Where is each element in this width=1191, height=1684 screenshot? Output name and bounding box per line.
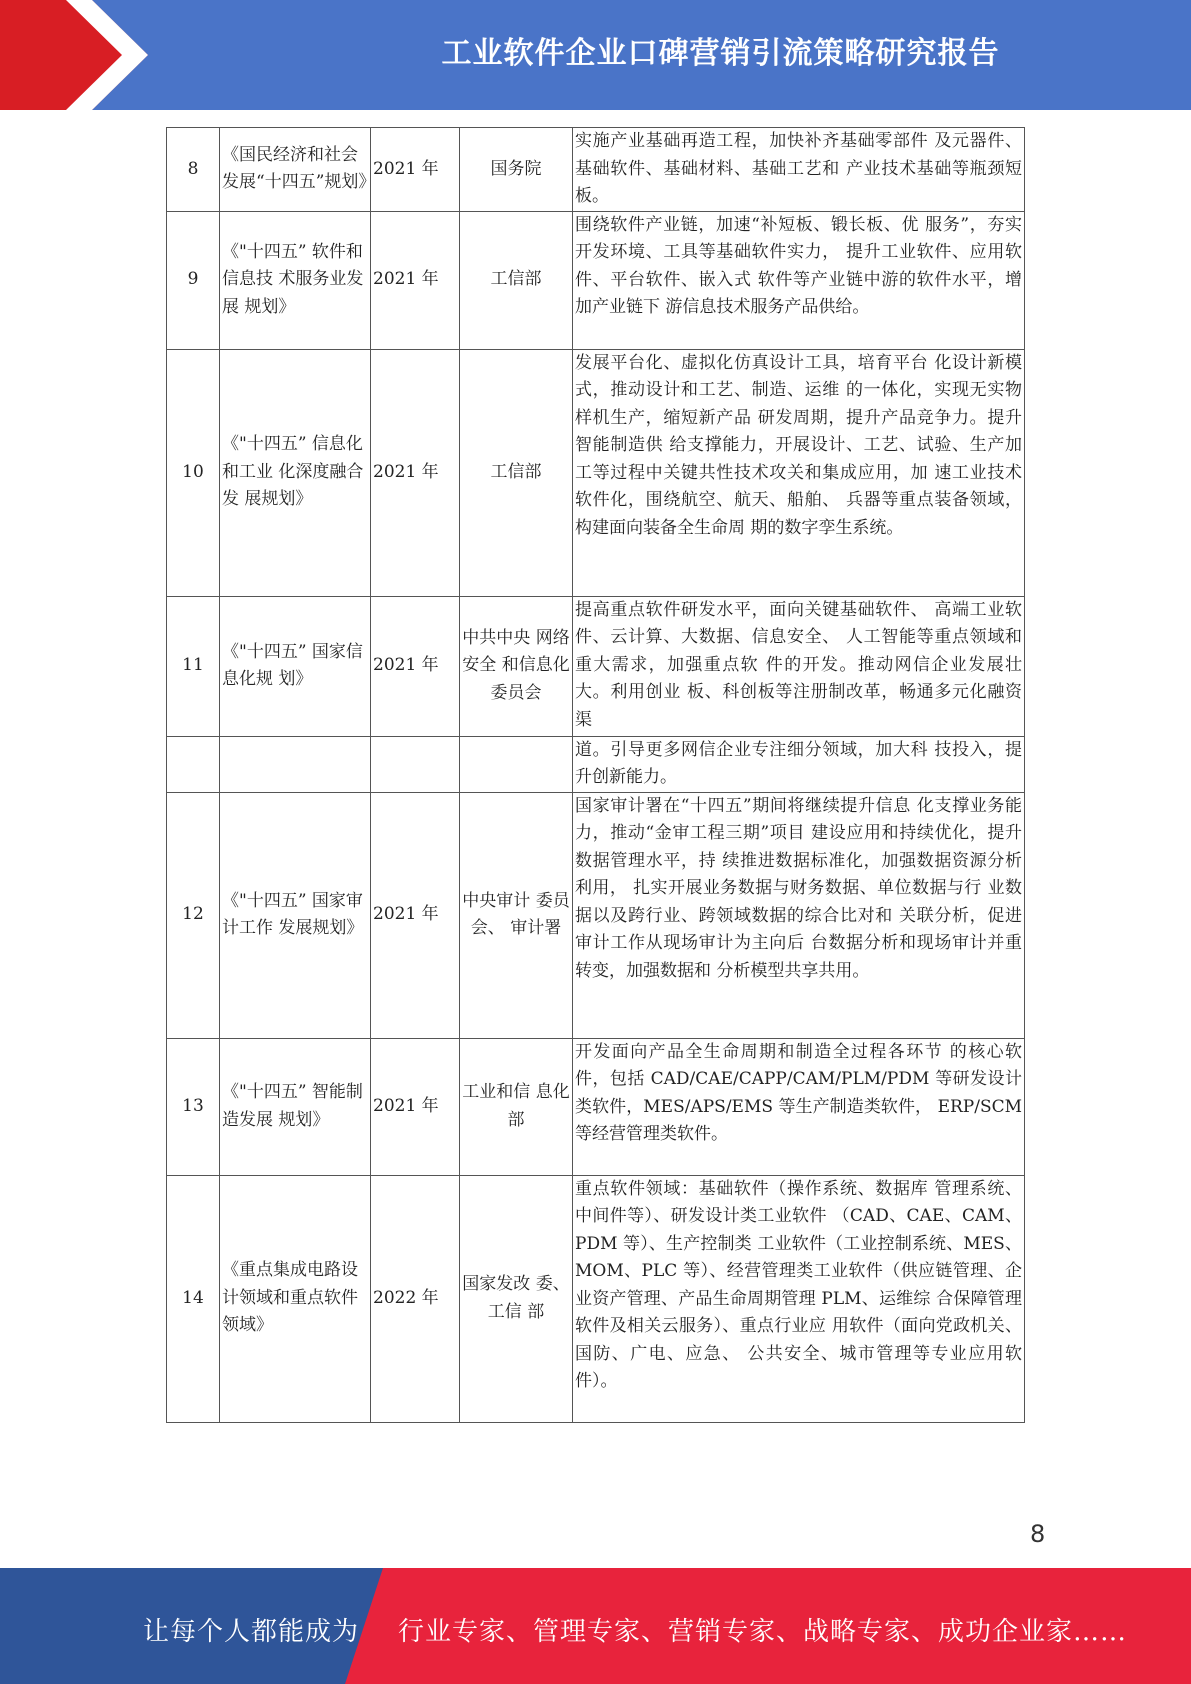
policy-content: 实施产业基础再造工程，加快补齐基础零部件 及元器件、基础软件、基础材料、基础工艺和 产业技术基础等瓶颈短板。 <box>573 128 1025 212</box>
policy-issuer: 工业和信 息化部 <box>460 1038 573 1175</box>
table-row <box>167 736 1025 792</box>
table-row <box>167 1175 1025 1422</box>
row-number: 10 <box>167 349 220 596</box>
policy-year <box>371 736 460 792</box>
table-row <box>167 211 1025 349</box>
policy-year: 2021 年 <box>371 792 460 1038</box>
policy-issuer: 国务院 <box>460 128 573 212</box>
policy-year: 2021 年 <box>371 596 460 736</box>
row-number: 13 <box>167 1038 220 1175</box>
policy-content: 道。引导更多网信企业专注细分领域，加大科 技投入，提升创新能力。 <box>573 736 1025 792</box>
policy-issuer: 工信部 <box>460 211 573 349</box>
policy-issuer <box>460 736 573 792</box>
footer-slogan-left: 让每个人都能成为 <box>143 1617 360 1647</box>
policy-name <box>220 736 371 792</box>
policy-year: 2022 年 <box>371 1175 460 1422</box>
row-number: 11 <box>167 596 220 736</box>
footer-slogan-right: 行业专家、管理专家、营销专家、战略专家、成功企业家…… <box>398 1617 1128 1647</box>
page-number: 8 <box>1030 1520 1046 1548</box>
policy-year: 2021 年 <box>371 1038 460 1175</box>
table-row <box>167 596 1025 736</box>
policy-name: 《国民经济和社会发展“十四五”规划》 <box>220 128 371 212</box>
policy-year: 2021 年 <box>371 349 460 596</box>
policy-year: 2021 年 <box>371 128 460 212</box>
policy-content: 提高重点软件研发水平，面向关键基础软件、 高端工业软件、云计算、大数据、信息安全、 人工智能等重点领域和重大需求，加强重点软 件的开发。推动网信企业发展壮大。利用创业 板、科创板等注册制改革，畅通多元化融资渠 <box>573 596 1025 736</box>
row-number: 12 <box>167 792 220 1038</box>
policy-name: 《"十四五” 国家信息化规 划》 <box>220 596 371 736</box>
policy-content: 围绕软件产业链，加速“补短板、锻长板、优 服务”，夯实开发环境、工具等基础软件实力， 提升工业软件、应用软件、平台软件、嵌入式 软件等产业链中游的软件水平，增加产业链下 游信息技术服务产品供给。 <box>573 211 1025 349</box>
row-number: 14 <box>167 1175 220 1422</box>
row-number: 8 <box>167 128 220 212</box>
policy-content: 开发面向产品全生命周期和制造全过程各环节 的核心软件，包括 CAD/CAE/CAPP/CAM/PLM/PDM 等研发设计 类软件，MES/APS/EMS 等生产制造类软件， ERP/SCM 等经营管理类软件。 <box>573 1038 1025 1175</box>
table-row <box>167 128 1025 212</box>
table-row <box>167 1038 1025 1175</box>
row-number <box>167 736 220 792</box>
policy-issuer: 工信部 <box>460 349 573 596</box>
page-header <box>0 0 1191 110</box>
row-number: 9 <box>167 211 220 349</box>
policy-name: 《"十四五” 软件和信息技 术服务业发展 规划》 <box>220 211 371 349</box>
table-row <box>167 792 1025 1038</box>
policy-issuer: 中共中央 网络安全 和信息化 委员会 <box>460 596 573 736</box>
policy-year: 2021 年 <box>371 211 460 349</box>
policy-table <box>166 127 1025 1423</box>
policy-issuer: 国家发改 委、工信 部 <box>460 1175 573 1422</box>
policy-content: 国家审计署在“十四五”期间将继续提升信息 化支撑业务能力，推动“金审工程三期”项目 建设应用和持续优化，提升数据管理水平，持 续推进数据标准化，加强数据资源分析利用， 扎实开展业务数据与财务数据、单位数据与行 业数据以及跨行业、跨领域数据的综合比对和 关联分析，促进审计工作从现场审计为主向后 台数据分析和现场审计并重转变，加强数据和 分析模型共享共用。 <box>573 792 1025 1038</box>
policy-name: 《"十四五” 国家审计工作 发展规划》 <box>220 792 371 1038</box>
report-title: 工业软件企业口碑营销引流策略研究报告 <box>441 36 1000 71</box>
page-footer <box>0 1568 1191 1684</box>
table-row <box>167 349 1025 596</box>
policy-name: 《重点集成电路设计领域和重点软件领域》 <box>220 1175 371 1422</box>
policy-name: 《"十四五” 信息化和工业 化深度融合发 展规划》 <box>220 349 371 596</box>
policy-name: 《"十四五” 智能制造发展 规划》 <box>220 1038 371 1175</box>
policy-content: 发展平台化、虚拟化仿真设计工具，培育平台 化设计新模式，推动设计和工艺、制造、运维 的一体化，实现无实物样机生产，缩短新产品 研发周期，提升产品竞争力。提升智能制造供 给支撑能力，开展设计、工艺、试验、生产加 工等过程中关键共性技术攻关和集成应用，加 速工业技术软件化，围绕航空、航天、船舶、 兵器等重点装备领域，构建面向装备全生命周 期的数字孪生系统。 <box>573 349 1025 596</box>
policy-content: 重点软件领域：基础软件（操作系统、数据库 管理系统、中间件等）、研发设计类工业软件 （CAD、CAE、CAM、PDM 等）、生产控制类 工业软件（工业控制系统、MES、MOM、PLC 等）、经营管理类工业软件（供应链管理、企 业资产管理、产品生命周期管理 PLM、运维综 合保障管理软件及相关云服务）、重点行业应 用软件（面向党政机关、国防、广电、应急、 公共安全、城市管理等专业应用软件）。 <box>573 1175 1025 1422</box>
policy-issuer: 中央审计 委员会、 审计署 <box>460 792 573 1038</box>
